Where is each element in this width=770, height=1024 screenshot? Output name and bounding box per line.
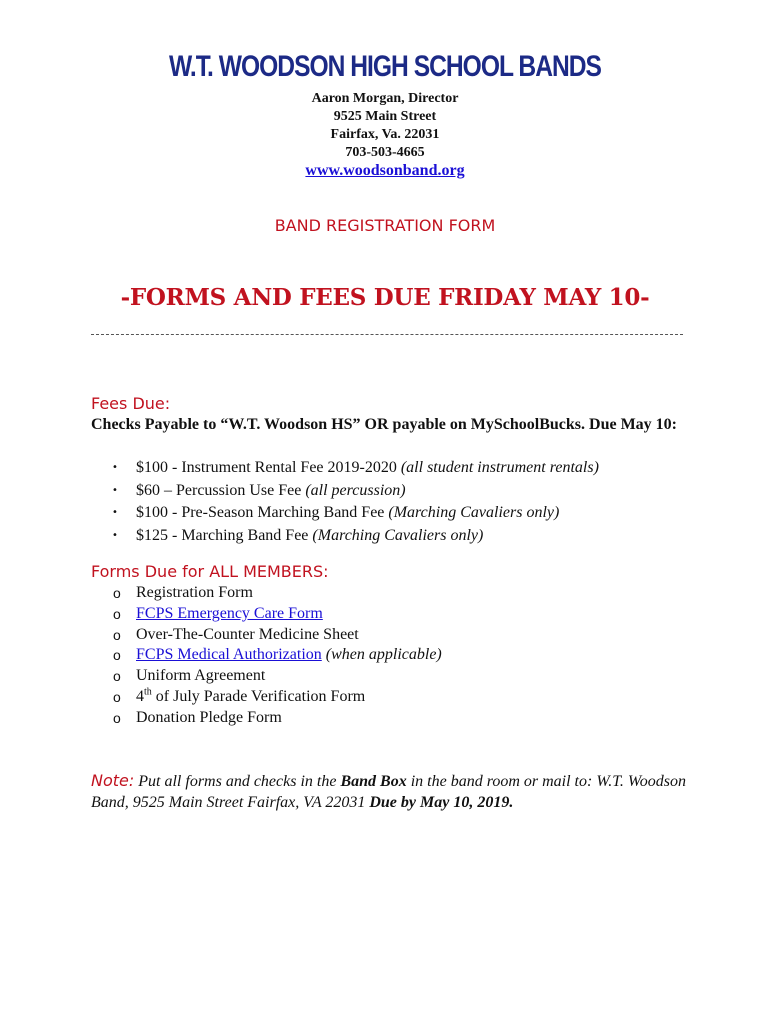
bullet-icon: • — [112, 484, 118, 496]
form-item-label: Donation Pledge Form — [136, 708, 282, 726]
form-title: BAND REGISTRATION FORM — [274, 216, 496, 235]
form-item — [91, 666, 442, 687]
bullet-icon: • — [112, 462, 118, 473]
due-date-banner: -FORMS AND FEES DUE FRIDAY MAY 10- — [120, 284, 650, 311]
fee-note: (all student instrument rentals) — [400, 459, 599, 476]
fee-note: (Marching Cavaliers only) — [388, 504, 560, 521]
fee-text: $60 – Percussion Use Fee — [136, 481, 306, 499]
mailing-note — [91, 770, 711, 813]
circle-bullet-icon: o — [113, 626, 121, 643]
form-item — [91, 645, 442, 666]
forms-heading: Forms Due for ALL MEMBERS: — [91, 562, 329, 581]
medical-authorization-link[interactable]: FCPS Medical Authorization — [136, 646, 322, 664]
circle-bullet-icon: o — [113, 668, 121, 685]
fee-item — [91, 502, 599, 525]
forms-list — [91, 583, 442, 729]
circle-bullet-icon: o — [113, 688, 121, 705]
due-date-text: Due by May 10, 2019. — [369, 794, 514, 811]
form-item — [91, 604, 442, 625]
circle-bullet-icon: o — [113, 585, 121, 601]
form-item — [91, 708, 442, 729]
band-box-text: Band Box — [340, 773, 407, 790]
phone-number: 703-503-4665 — [345, 145, 425, 160]
form-item — [91, 583, 442, 604]
street-address: 9525 Main Street — [333, 109, 437, 124]
form-item — [91, 687, 442, 708]
form-item-prefix: 4 — [136, 687, 144, 705]
emergency-care-form-link[interactable]: FCPS Emergency Care Form — [136, 604, 323, 622]
circle-bullet-icon: o — [113, 605, 121, 622]
form-item-note: (when applicable) — [321, 646, 442, 664]
fees-heading: Fees Due: — [91, 394, 171, 413]
fee-item — [91, 480, 599, 503]
circle-bullet-icon: o — [113, 647, 121, 664]
fee-text: $100 - Pre-Season Marching Band Fee — [136, 504, 389, 521]
form-item-label: Registration Form — [136, 584, 253, 601]
note-label: Note: — [91, 771, 135, 790]
note-text: Put all forms and checks in the — [134, 773, 341, 790]
fee-text: $100 - Instrument Rental Fee 2019-2020 — [136, 459, 401, 476]
form-item — [91, 625, 442, 646]
city-state-zip: Fairfax, Va. 22031 — [330, 127, 440, 142]
website-link[interactable]: www.woodsonband.org — [305, 162, 465, 179]
fee-note: (Marching Cavaliers only) — [312, 526, 484, 544]
payable-instructions: Checks Payable to “W.T. Woodson HS” OR payable on MySchoolBucks. Due May 10: — [91, 416, 678, 433]
bullet-icon: • — [112, 529, 118, 541]
director-name: Aaron Morgan, Director — [311, 91, 459, 106]
fee-text: $125 - Marching Band Fee — [136, 526, 313, 544]
form-item-label: Over-The-Counter Medicine Sheet — [136, 625, 359, 643]
fee-list — [91, 457, 599, 547]
fee-note: (all percussion) — [305, 481, 406, 499]
form-item-label: Uniform Agreement — [136, 667, 266, 685]
ordinal-suffix: th — [144, 686, 152, 698]
dashed-divider — [91, 334, 683, 335]
school-title: W.T. WOODSON HIGH SCHOOL BANDS — [169, 50, 601, 83]
fee-item — [91, 457, 599, 480]
bullet-icon: • — [112, 507, 118, 518]
circle-bullet-icon: o — [113, 709, 121, 726]
form-item-label: of July Parade Verification Form — [151, 687, 366, 705]
note-address: in the band room or mail to: W.T. Woodson Band, 9525 Main Street Fairfax, VA 22031 — [91, 773, 686, 811]
fee-item — [91, 525, 599, 548]
